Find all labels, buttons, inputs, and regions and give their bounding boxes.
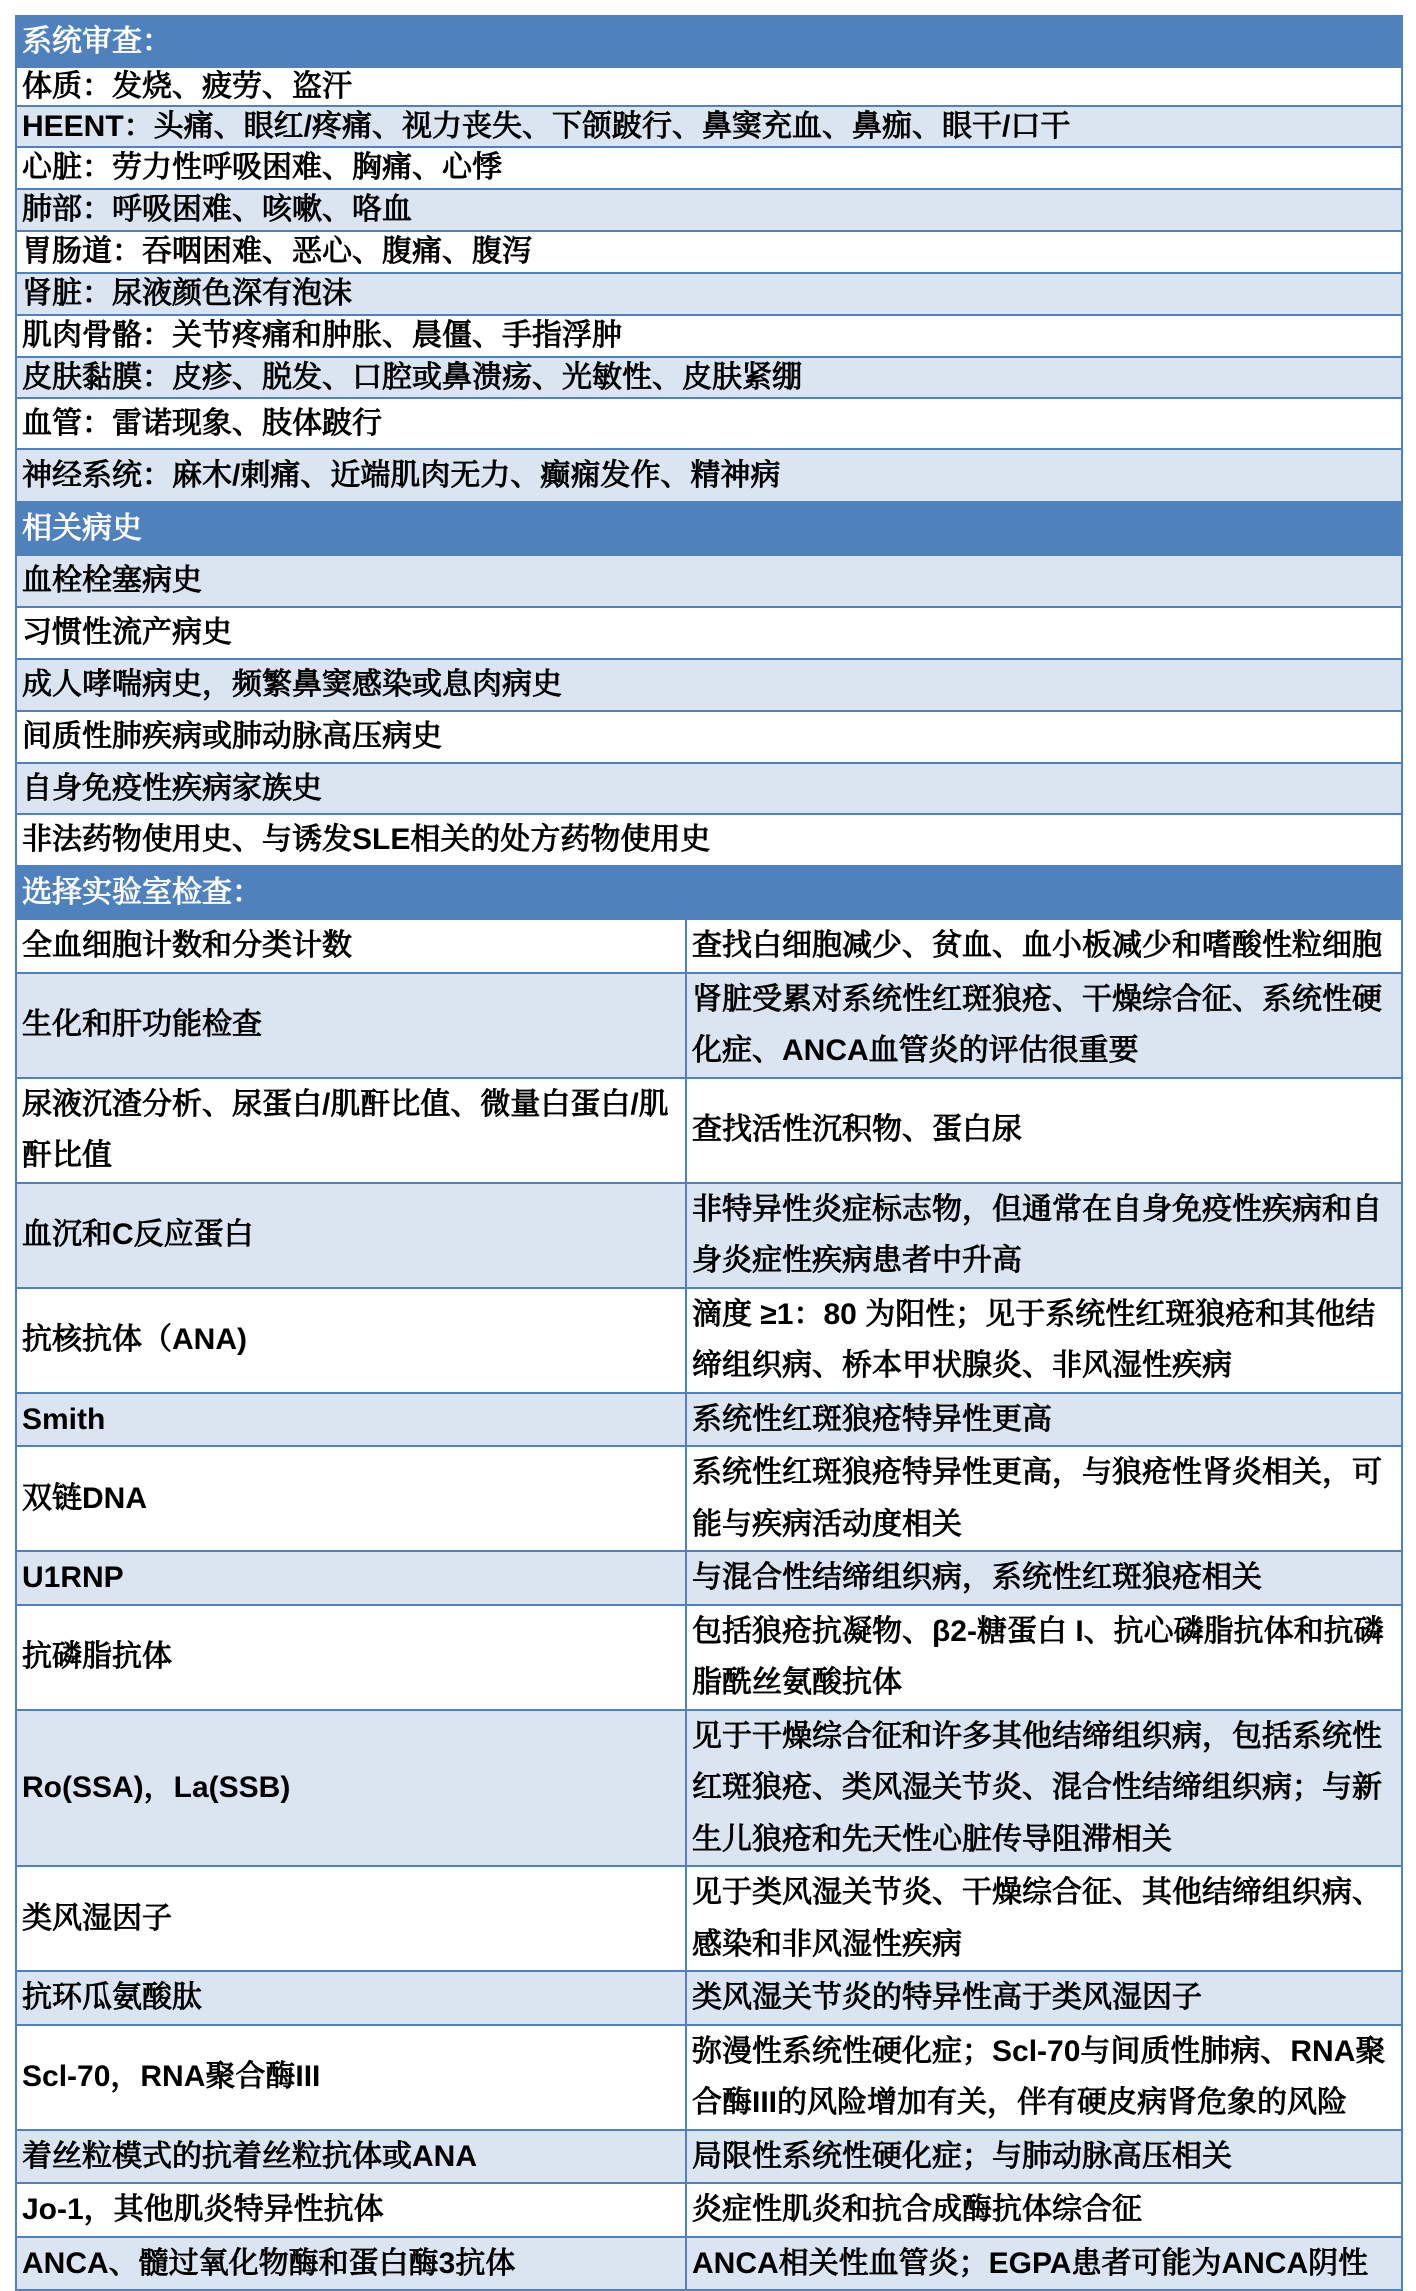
- history-item-text: 血栓栓塞病史: [16, 555, 1402, 607]
- history-row: [16, 659, 1402, 711]
- lab-test-name: 双链DNA: [16, 1446, 686, 1551]
- lab-test-note: 弥漫性系统性硬化症；Scl-70与间质性肺病、RNA聚合酶III的风险增加有关，伴有硬皮病肾危象的风险: [686, 2025, 1402, 2130]
- review-row: [16, 398, 1402, 449]
- lab-test-note: 类风湿关节炎的特异性高于类风湿因子: [686, 1971, 1402, 2025]
- review-item-text: 神经系统：麻木/刺痛、近端肌肉无力、癫痫发作、精神病: [16, 449, 1402, 502]
- lab-row: [16, 1605, 1402, 1710]
- lab-test-name: 着丝粒模式的抗着丝粒抗体或ANA: [16, 2130, 686, 2184]
- lab-row: [16, 919, 1402, 973]
- review-item-text: 肺部：呼吸困难、咳嗽、咯血: [16, 189, 1402, 231]
- lab-test-note: 与混合性结缔组织病，系统性红斑狼疮相关: [686, 1551, 1402, 1605]
- lab-row: [16, 1710, 1402, 1867]
- lab-test-note: 系统性红斑狼疮特异性更高: [686, 1393, 1402, 1447]
- lab-row: [16, 2183, 1402, 2237]
- history-item-text: 自身免疫性疾病家族史: [16, 763, 1402, 814]
- lab-row: [16, 1393, 1402, 1447]
- review-row: [16, 273, 1402, 315]
- history-item-text: 成人哮喘病史，频繁鼻窦感染或息肉病史: [16, 659, 1402, 711]
- review-row: [16, 147, 1402, 189]
- history-item-text: 习惯性流产病史: [16, 607, 1402, 659]
- review-item-text: 皮肤黏膜：皮疹、脱发、口腔或鼻溃疡、光敏性、皮肤紧绷: [16, 357, 1402, 398]
- lab-test-note: 滴度 ≥1：80 为阳性；见于系统性红斑狼疮和其他结缔组织病、桥本甲状腺炎、非风湿性疾病: [686, 1288, 1402, 1393]
- lab-test-note: 系统性红斑狼疮特异性更高，与狼疮性肾炎相关，可能与疾病活动度相关: [686, 1446, 1402, 1551]
- section-header-review-of-systems: [16, 16, 1402, 67]
- lab-row: [16, 973, 1402, 1078]
- lab-test-note: 肾脏受累对系统性红斑狼疮、干燥综合征、系统性硬化症、ANCA血管炎的评估很重要: [686, 973, 1402, 1078]
- lab-test-note: 查找白细胞减少、贫血、血小板减少和嗜酸性粒细胞: [686, 919, 1402, 973]
- lab-test-note: 包括狼疮抗凝物、β2-糖蛋白 I、抗心磷脂抗体和抗磷脂酰丝氨酸抗体: [686, 1605, 1402, 1710]
- review-item-text: 血管：雷诺现象、肢体跛行: [16, 398, 1402, 449]
- history-item-text: 非法药物使用史、与诱发SLE相关的处方药物使用史: [16, 814, 1402, 866]
- lab-row: [16, 2237, 1402, 2291]
- section-title: 选择实验室检查：: [16, 866, 1402, 919]
- history-row: [16, 607, 1402, 659]
- lab-test-note: 见于干燥综合征和许多其他结缔组织病，包括系统性红斑狼疮、类风湿关节炎、混合性结缔组织病；与新生儿狼疮和先天性心脏传导阻滞相关: [686, 1710, 1402, 1867]
- lab-test-name: 血沉和C反应蛋白: [16, 1183, 686, 1288]
- lab-row: [16, 2025, 1402, 2130]
- lab-test-note: 查找活性沉积物、蛋白尿: [686, 1078, 1402, 1183]
- section-title: 系统审查：: [16, 16, 1402, 67]
- review-row: [16, 67, 1402, 106]
- lab-test-note: 非特异性炎症标志物，但通常在自身免疫性疾病和自身炎症性疾病患者中升高: [686, 1183, 1402, 1288]
- lab-row: [16, 1288, 1402, 1393]
- lab-test-name: U1RNP: [16, 1551, 686, 1605]
- review-item-text: HEENT：头痛、眼红/疼痛、视力丧失、下颌跛行、鼻窦充血、鼻痂、眼干/口干: [16, 106, 1402, 147]
- lab-test-name: 抗磷脂抗体: [16, 1605, 686, 1710]
- review-item-text: 心脏：劳力性呼吸困难、胸痛、心悸: [16, 147, 1402, 189]
- history-row: [16, 814, 1402, 866]
- lab-test-name: Smith: [16, 1393, 686, 1447]
- review-item-text: 肾脏：尿液颜色深有泡沫: [16, 273, 1402, 315]
- clinical-evaluation-table: [15, 15, 1403, 2291]
- section-title: 相关病史: [16, 502, 1402, 555]
- review-row: [16, 357, 1402, 398]
- review-row: [16, 315, 1402, 357]
- section-header-relevant-history: [16, 502, 1402, 555]
- history-item-text: 间质性肺疾病或肺动脉高压病史: [16, 711, 1402, 763]
- lab-row: [16, 1551, 1402, 1605]
- lab-row: [16, 1183, 1402, 1288]
- lab-row: [16, 1078, 1402, 1183]
- lab-test-name: Ro(SSA)，La(SSB): [16, 1710, 686, 1867]
- lab-test-name: 抗环瓜氨酸肽: [16, 1971, 686, 2025]
- review-row: [16, 106, 1402, 147]
- review-row: [16, 231, 1402, 273]
- lab-row: [16, 1971, 1402, 2025]
- review-row: [16, 449, 1402, 502]
- lab-row: [16, 1446, 1402, 1551]
- lab-test-note: 炎症性肌炎和抗合成酶抗体综合征: [686, 2183, 1402, 2237]
- lab-test-note: 局限性系统性硬化症；与肺动脉高压相关: [686, 2130, 1402, 2184]
- lab-test-name: 全血细胞计数和分类计数: [16, 919, 686, 973]
- lab-test-name: 类风湿因子: [16, 1866, 686, 1971]
- history-row: [16, 763, 1402, 814]
- review-row: [16, 189, 1402, 231]
- lab-test-name: 生化和肝功能检查: [16, 973, 686, 1078]
- lab-test-name: 尿液沉渣分析、尿蛋白/肌酐比值、微量白蛋白/肌酐比值: [16, 1078, 686, 1183]
- lab-test-name: 抗核抗体（ANA): [16, 1288, 686, 1393]
- lab-test-note: ANCA相关性血管炎；EGPA患者可能为ANCA阴性: [686, 2237, 1402, 2291]
- history-row: [16, 555, 1402, 607]
- lab-row: [16, 1866, 1402, 1971]
- review-item-text: 胃肠道：吞咽困难、恶心、腹痛、腹泻: [16, 231, 1402, 273]
- history-row: [16, 711, 1402, 763]
- lab-test-name: Jo-1，其他肌炎特异性抗体: [16, 2183, 686, 2237]
- lab-test-name: Scl-70，RNA聚合酶III: [16, 2025, 686, 2130]
- review-item-text: 肌肉骨骼：关节疼痛和肿胀、晨僵、手指浮肿: [16, 315, 1402, 357]
- lab-test-note: 见于类风湿关节炎、干燥综合征、其他结缔组织病、感染和非风湿性疾病: [686, 1866, 1402, 1971]
- section-header-lab-tests: [16, 866, 1402, 919]
- review-item-text: 体质：发烧、疲劳、盗汗: [16, 67, 1402, 106]
- lab-test-name: ANCA、髓过氧化物酶和蛋白酶3抗体: [16, 2237, 686, 2291]
- lab-row: [16, 2130, 1402, 2184]
